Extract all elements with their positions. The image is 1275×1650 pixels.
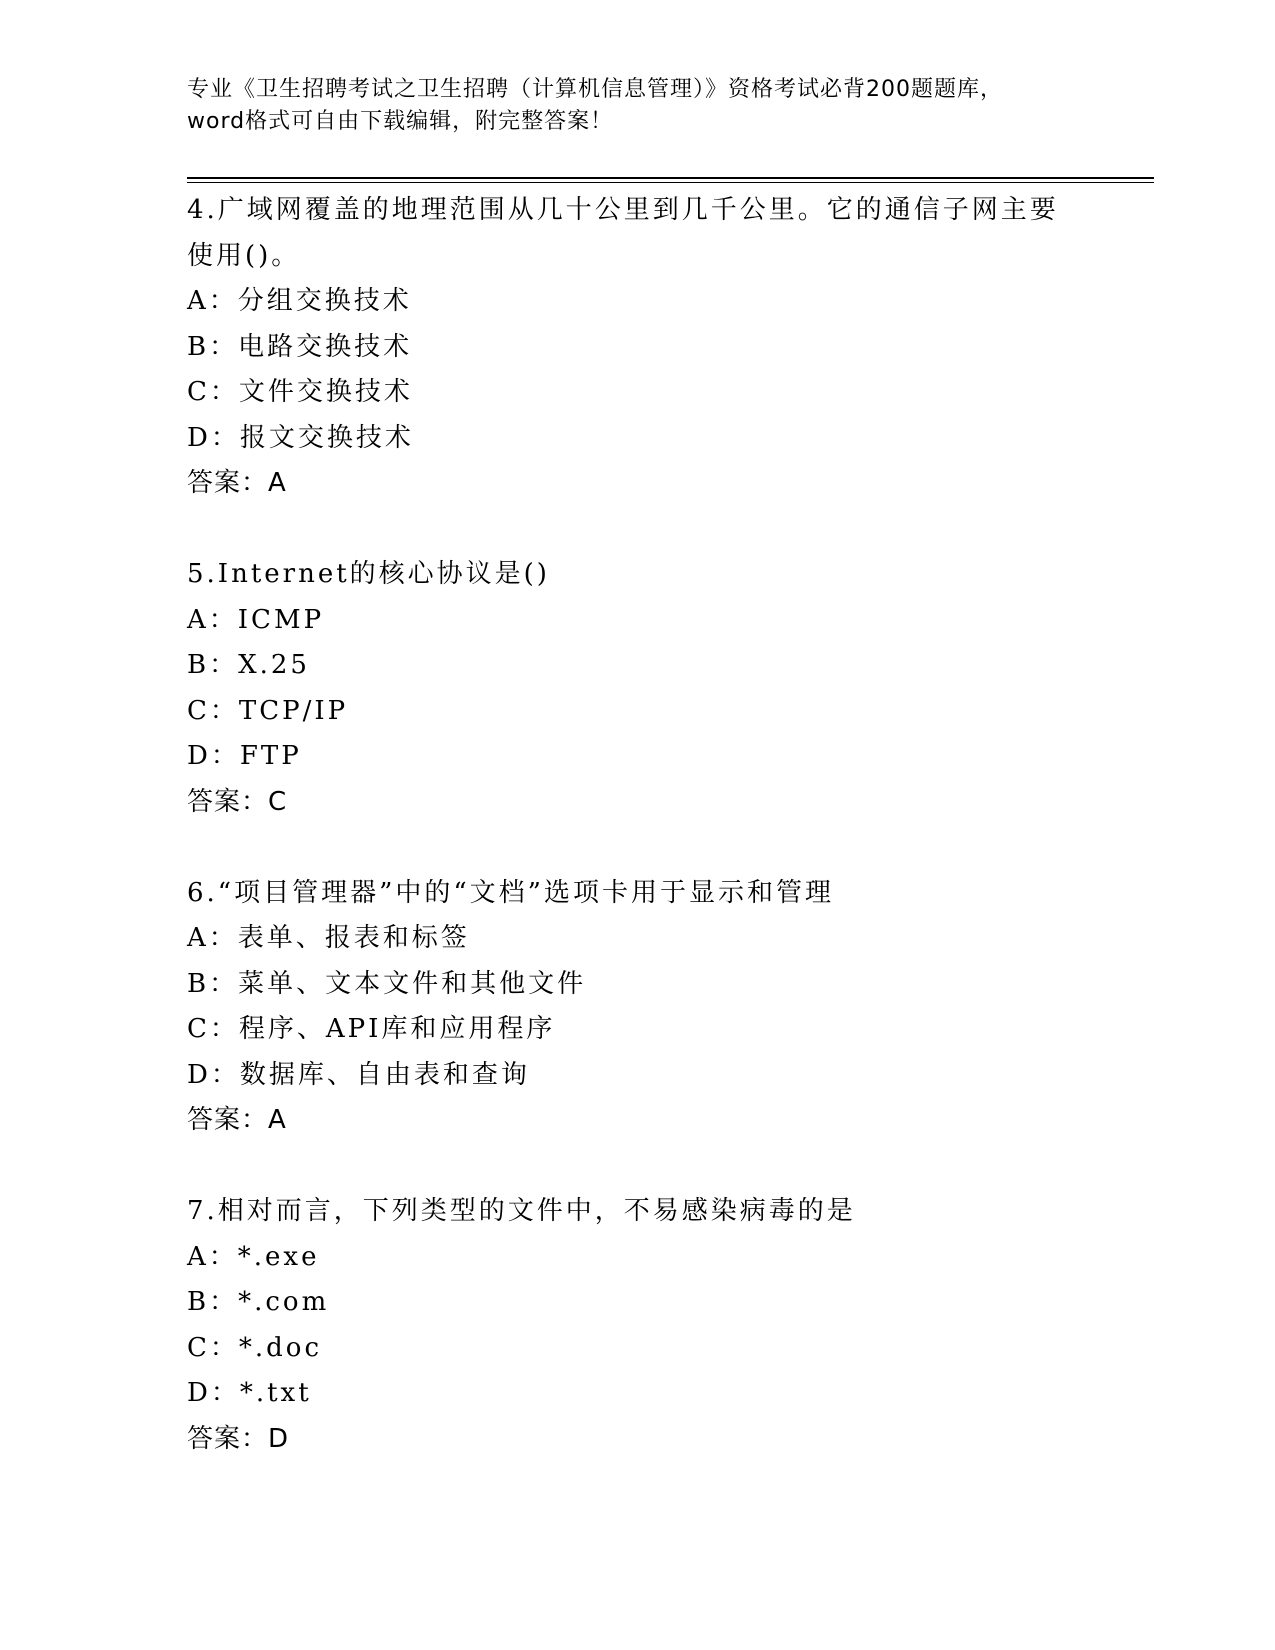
question-spacer (187, 825, 1087, 871)
option-d: D：*.txt (187, 1378, 312, 1408)
option-c: C：TCP/IP (187, 695, 349, 726)
question-7 (187, 1189, 1087, 1462)
answer-line: 答案：A (187, 468, 287, 498)
question-list (187, 188, 1087, 1462)
option-a: A：分组交换技术 (187, 286, 412, 316)
option-c: C：程序、API库和应用程序 (187, 1014, 556, 1044)
question-4 (187, 188, 1087, 552)
question-stem: 6.“项目管理器”中的“文档”选项卡用于显示和管理 (187, 877, 834, 908)
question-stem: 4.广域网覆盖的地理范围从几十公里到几千公里。它的通信子网主要 使用()。 (187, 195, 1059, 271)
option-a: A：表单、报表和标签 (187, 923, 470, 953)
answer-line: 答案：C (187, 786, 288, 817)
option-b: B：*.com (187, 1287, 330, 1317)
question-spacer (187, 507, 1087, 553)
header-line-1: 专业《卫生招聘考试之卫生招聘（计算机信息管理）》资格考试必背200题题库， (187, 77, 1003, 102)
option-c: C：文件交换技术 (187, 377, 413, 407)
header-line-2: word格式可自由下载编辑，附完整答案！ (187, 109, 614, 134)
question-spacer (187, 1144, 1087, 1190)
option-c: C：*.doc (187, 1332, 323, 1363)
option-b: B：电路交换技术 (187, 331, 413, 362)
option-a: A：ICMP (187, 604, 325, 635)
option-d: D：FTP (187, 741, 302, 771)
header-divider-thick (187, 177, 1154, 179)
question-stem: 5.Internet的核心协议是() (187, 559, 550, 589)
answer-line: 答案：D (187, 1423, 290, 1454)
document-header (187, 74, 1087, 138)
question-6 (187, 871, 1087, 1190)
question-5 (187, 552, 1087, 871)
option-b: B：菜单、文本文件和其他文件 (187, 968, 587, 999)
option-d: D：报文交换技术 (187, 422, 414, 453)
answer-line: 答案：A (187, 1105, 287, 1135)
question-stem: 7.相对而言，下列类型的文件中，不易感染病毒的是 (187, 1196, 856, 1226)
header-divider-thin (187, 182, 1154, 183)
option-b: B：X.25 (187, 650, 310, 680)
option-a: A：*.exe (187, 1241, 320, 1272)
option-d: D：数据库、自由表和查询 (187, 1059, 530, 1090)
